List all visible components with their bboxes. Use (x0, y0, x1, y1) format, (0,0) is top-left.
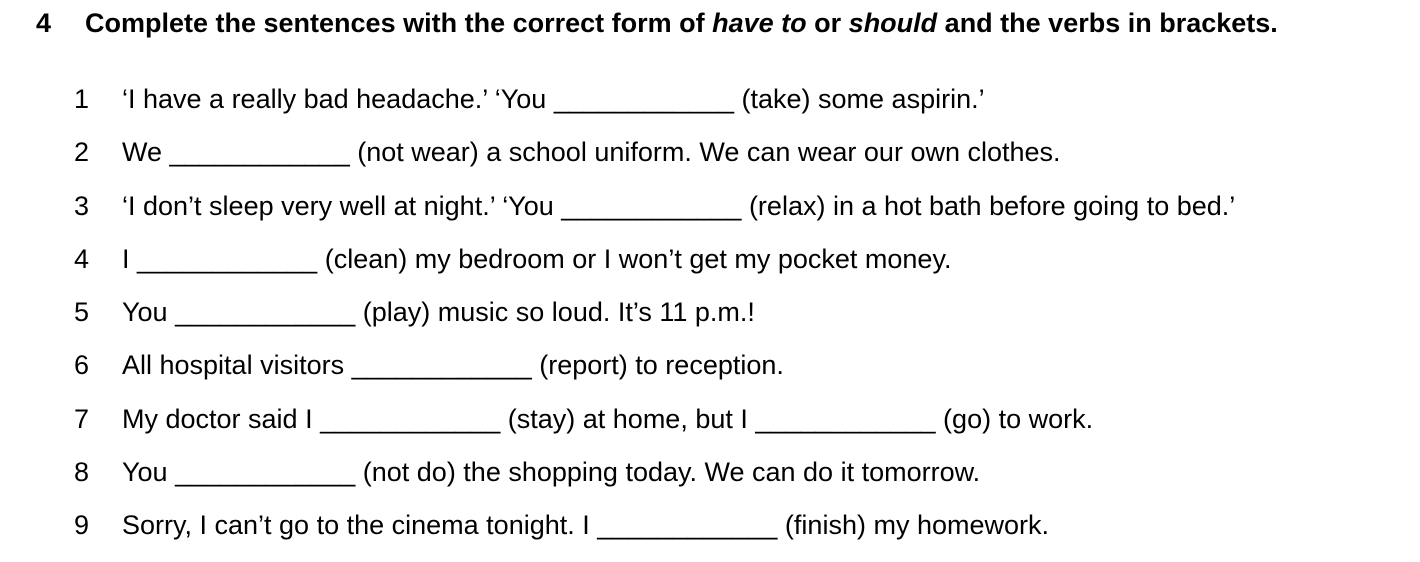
item-number: 7 (74, 403, 90, 434)
item-number: 5 (74, 297, 90, 328)
list-item (0, 242, 1420, 295)
instruction-emphasis: should (848, 8, 938, 38)
item-sentence: You ____________ (not do) the shopping today. We can do it tomorrow. (122, 457, 981, 488)
list-item (0, 82, 1420, 135)
exercise-number: 4 (36, 8, 52, 38)
item-sentence: ‘I have a really bad headache.’ ‘You ____________ (take) some aspirin.’ (122, 84, 985, 114)
list-item (0, 189, 1420, 242)
item-sentence: ‘I don’t sleep very well at night.’ ‘You ____________ (relax) in a hot bath before going to bed.’ (122, 190, 1236, 221)
item-number: 6 (74, 350, 90, 381)
instruction-text: and the verbs in brackets. (937, 8, 1278, 38)
list-item (0, 295, 1420, 348)
list-item (0, 508, 1420, 561)
instruction-text: Complete the sentences with the correct form of (85, 8, 713, 38)
list-item (0, 402, 1420, 455)
item-sentence: Sorry, I can’t go to the cinema tonight. I ____________ (finish) my homework. (122, 510, 1049, 541)
item-sentence: I ____________ (clean) my bedroom or I won’t get my pocket money. (122, 243, 952, 274)
item-number: 4 (74, 243, 90, 274)
item-sentence: We ____________ (not wear) a school uniform. We can wear our own clothes. (122, 137, 1061, 168)
list-item (0, 135, 1420, 188)
item-number: 2 (74, 137, 90, 168)
item-number: 3 (74, 190, 90, 221)
item-sentence: You ____________ (play) music so loud. It’s 11 p.m.! (122, 297, 755, 328)
list-item (0, 348, 1420, 401)
item-number: 8 (74, 457, 90, 488)
instruction-emphasis: have to (712, 8, 807, 38)
item-number: 1 (74, 84, 90, 114)
sentence-list (0, 82, 1420, 562)
list-item (0, 455, 1420, 508)
exercise-instruction (85, 6, 1325, 40)
item-number: 9 (74, 510, 90, 541)
item-sentence: My doctor said I ____________ (stay) at home, but I ____________ (go) to work. (122, 403, 1094, 434)
instruction-text: or (806, 8, 849, 38)
item-sentence: All hospital visitors ____________ (report) to reception. (122, 350, 784, 381)
